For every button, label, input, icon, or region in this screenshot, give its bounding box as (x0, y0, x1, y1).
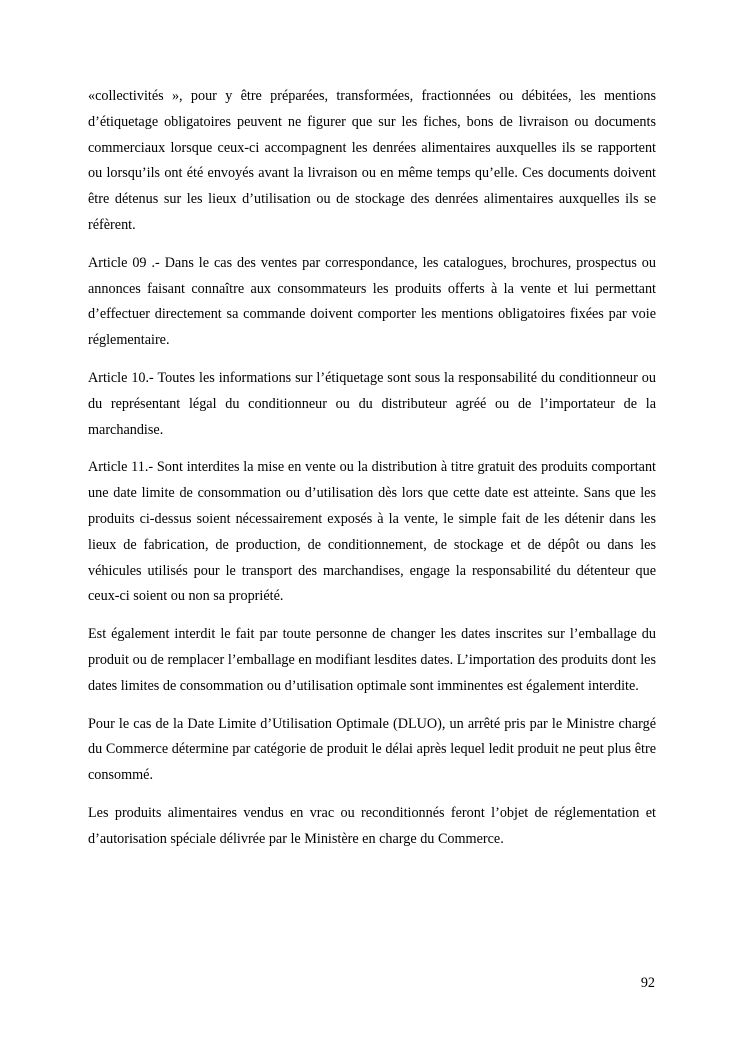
paragraph-article-11: Article 11.- Sont interdites la mise en vente ou la distribution à titre gratuit des produits comportant une date limite de consommation ou d’utilisation dès lors que cette date est atteinte. Sans que les produits ci-dessus soient nécessairement exposés à la vente, le simple fait de les détenir dans les lieux de fabrication, de production, de conditionnement, de stockage et de dépôt ou dans les véhicules utilisés pour le transport des marchandises, engage la responsabilité du détenteur que ceux-ci soient ou non sa propriété. (88, 459, 656, 605)
page-number: 92 (640, 975, 655, 991)
paragraph-collectivites: «collectivités », pour y être préparées, transformées, fractionnées ou débitées, les mentions d’étiquetage obligatoires peuvent ne figurer que sur les fiches, bons de livraison ou documents commerciaux lorsque ceux-ci accompagnent les denrées alimentaires auxquelles ils se rapportent ou lorsqu’ils ont été envoyés avant la livraison ou en même temps qu’elle. Ces documents doivent être détenus sur les lieux d’utilisation ou de stockage des denrées alimentaires auxquelles ils se réfèrent. (88, 88, 656, 233)
document-body (88, 84, 656, 865)
paragraph-article-09: Article 09 .- Dans le cas des ventes par correspondance, les catalogues, brochures, prospectus ou annonces faisant connaître aux consommateurs les produits offerts à la vente et lui permettant d’effectuer directement sa commande doivent comporter les mentions obligatoires fixées par voie réglementaire. (88, 254, 656, 349)
paragraph-dluo: Pour le cas de la Date Limite d’Utilisation Optimale (DLUO), un arrêté pris par le Ministre chargé du Commerce détermine par catégorie de produit le délai après lequel ledit produit ne peut plus être consommé. (88, 715, 656, 784)
paragraph-interdiction-dates: Est également interdit le fait par toute personne de changer les dates inscrites sur l’emballage du produit ou de remplacer l’emballage en modifiant lesdites dates. L’importation des produits dont les dates limites de consommation ou d’utilisation optimale sont imminentes est également interdite. (88, 626, 656, 694)
paragraph-produits-vrac: Les produits alimentaires vendus en vrac ou reconditionnés feront l’objet de réglementation et d’autorisation spéciale délivrée par le Ministère en charge du Commerce. (88, 804, 656, 847)
paragraph-article-10: Article 10.- Toutes les informations sur l’étiquetage sont sous la responsabilité du conditionneur ou du représentant légal du conditionneur ou du distributeur agréé ou de l’importateur de la marchandise. (88, 369, 656, 438)
